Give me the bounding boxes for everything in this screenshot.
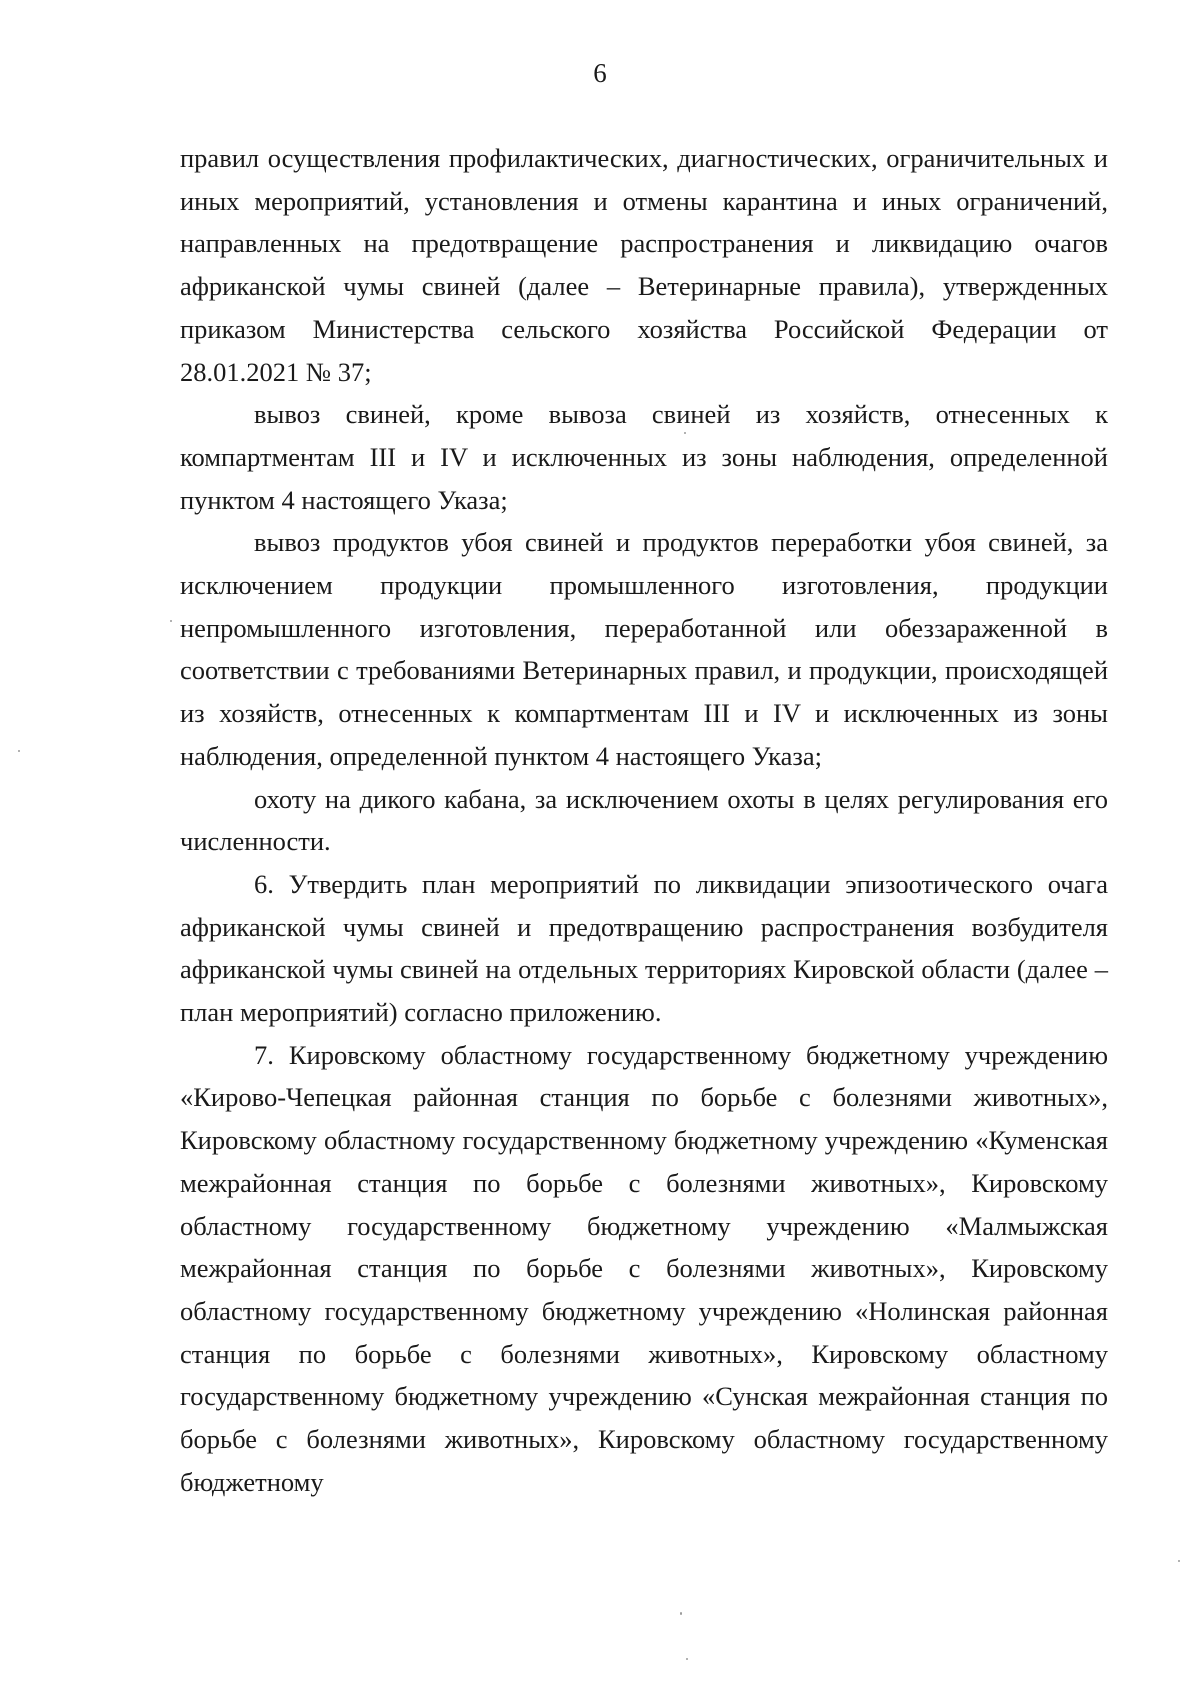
- paragraph-item-6: 6. Утвердить план мероприятий по ликвидации эпизоотического очага африканской чумы свиней и предотвращению распространения возбудителя африканской чумы свиней на отдельных территориях Кировской области (далее – план мероприятий) согласно приложению.: [180, 868, 1108, 1028]
- paragraph-item-7: 7. Кировскому областному государственному бюджетному учреждению «Кирово-Чепецкая районная станция по борьбе с болезнями животных», Кировскому областному государственному бюджетному учреждению «Куменская межрайонная станция по борьбе с болезнями животных», Кировскому областному государственному бюджетному учреждению «Малмыжская межрайонная станция по борьбе с болезнями животных», Кировскому областному государственному бюджетному учреждению «Нолинская районная станция по борьбе с болезнями животных», Кировскому областному государственному бюджетному учреждению «Сунская межрайонная станция по борьбе с болезнями животных», Кировскому областному государственному бюджетному: [180, 1039, 1108, 1497]
- scan-speck: [680, 1612, 682, 1615]
- scan-speck: [170, 620, 172, 622]
- page-number: 6: [593, 58, 607, 88]
- scan-speck: [686, 1658, 688, 1660]
- document-body: [180, 137, 1108, 1504]
- paragraph-pig-export: вывоз свиней, кроме вывоза свиней из хозяйств, отнесенных к компартментам III и IV и исключенных из зоны наблюдения, определенной пунктом 4 настоящего Указа;: [180, 399, 1108, 515]
- scan-speck: [18, 750, 20, 752]
- scan-speck: [684, 432, 686, 434]
- paragraph-veterinary-rules: правил осуществления профилактических, диагностических, ограничительных и иных мероприятий, установления и отмены карантина и иных ограничений, направленных на предотвращение распространения и ликвидацию очагов африканской чумы свиней (далее – Ветеринарные правила), утвержденных приказом Министерства сельского хозяйства Российской Федерации от 28.01.2021 № 37;: [180, 143, 1108, 387]
- paragraph-slaughter-products-export: вывоз продуктов убоя свиней и продуктов переработки убоя свиней, за исключением продукции промышленного изготовления, продукции непромышленного изготовления, переработанной или обеззараженной в соответствии с требованиями Ветеринарных правил, и продукции, происходящей из хозяйств, отнесенных к компартментам III и IV и исключенных из зоны наблюдения, определенной пунктом 4 настоящего Указа;: [180, 527, 1108, 771]
- paragraph-boar-hunting: охоту на дикого кабана, за исключением охоты в целях регулирования его численности.: [180, 783, 1108, 857]
- scan-speck: [1178, 1560, 1180, 1562]
